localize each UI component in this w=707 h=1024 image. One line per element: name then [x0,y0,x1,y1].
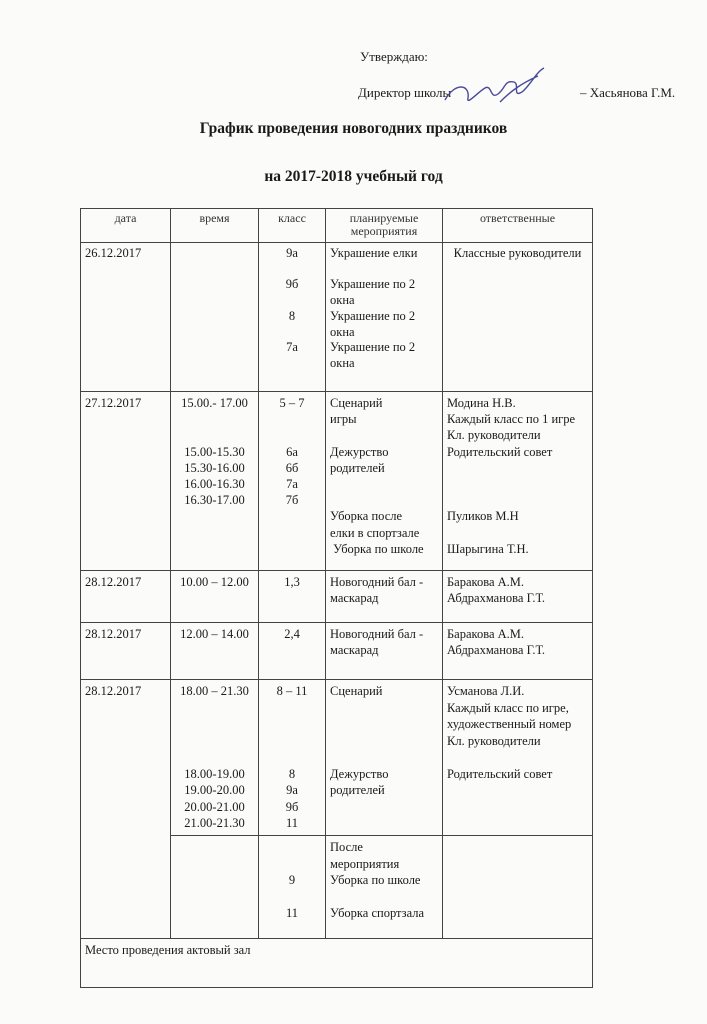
row-6-responsible [442,835,593,939]
row-3-date: 28.12.2017 [80,570,171,623]
header-events: планируемые мероприятия [325,208,443,243]
row-3-class: 1,3 [258,570,326,623]
row-4-date: 28.12.2017 [80,622,171,680]
row-3-time: 10.00 – 12.00 [170,570,259,623]
row-3-events: Новогодний бал - маскарад [325,570,443,623]
row-6-events: После мероприятия Уборка по школе Уборка спортзала [325,835,443,939]
row-5-date: 28.12.2017 [80,679,171,939]
row-1-time [170,242,259,392]
row-5-time: 18.00 – 21.30 18.00-19.00 19.00-20.00 20.00-21.00 21.00-21.30 [170,679,259,836]
signature [440,62,550,112]
header-time: время [170,208,259,243]
row-4-events: Новогодний бал - маскарад [325,622,443,680]
row-2-time: 15.00.- 17.00 15.00-15.30 15.30-16.00 16.00-16.30 16.30-17.00 [170,391,259,571]
row-6-class: 9 11 [258,835,326,939]
row-1-class: 9а 9б 8 7а [258,242,326,392]
header-responsible: ответственные [442,208,593,243]
row-4-responsible: Баракова А.М. Абдрахманова Г.Т. [442,622,593,680]
director-label: Директор школы [358,85,452,100]
approve-label: Утверждаю: [360,49,428,64]
row-2-date: 27.12.2017 [80,391,171,571]
page-subtitle: на 2017-2018 учебный год [264,168,443,185]
venue-note: Место проведения актовый зал [80,938,593,988]
row-2-class: 5 – 7 6а 6б 7а 7б [258,391,326,571]
row-3-responsible: Баракова А.М. Абдрахманова Г.Т. [442,570,593,623]
page-title: График проведения новогодних праздников [199,120,508,137]
director-name: – Хасьянова Г.М. [580,85,676,100]
row-4-class: 2,4 [258,622,326,680]
row-2-events: Сценарий игры Дежурство родителей Уборка после елки в спортзале Уборка по школе [325,391,443,571]
row-1-responsible: Классные руководители [442,242,593,392]
header-date: дата [80,208,171,243]
row-6-time [170,835,259,939]
row-1-events: Украшение елки Украшение по 2 окна Украшение по 2 окна Украшение по 2 окна [325,242,443,392]
row-5-events: Сценарий Дежурство родителей [325,679,443,836]
row-4-time: 12.00 – 14.00 [170,622,259,680]
row-5-class: 8 – 11 8 9а 9б 11 [258,679,326,836]
row-1-date: 26.12.2017 [80,242,171,392]
row-5-responsible: Усманова Л.И. Каждый класс по игре, художественный номер Кл. руководители Родительский совет [442,679,593,836]
row-2-responsible: Модина Н.В. Каждый класс по 1 игре Кл. руководители Родительский совет Пуликов М.Н Шарыгина Т.Н. [442,391,593,571]
header-class: класс [258,208,326,243]
